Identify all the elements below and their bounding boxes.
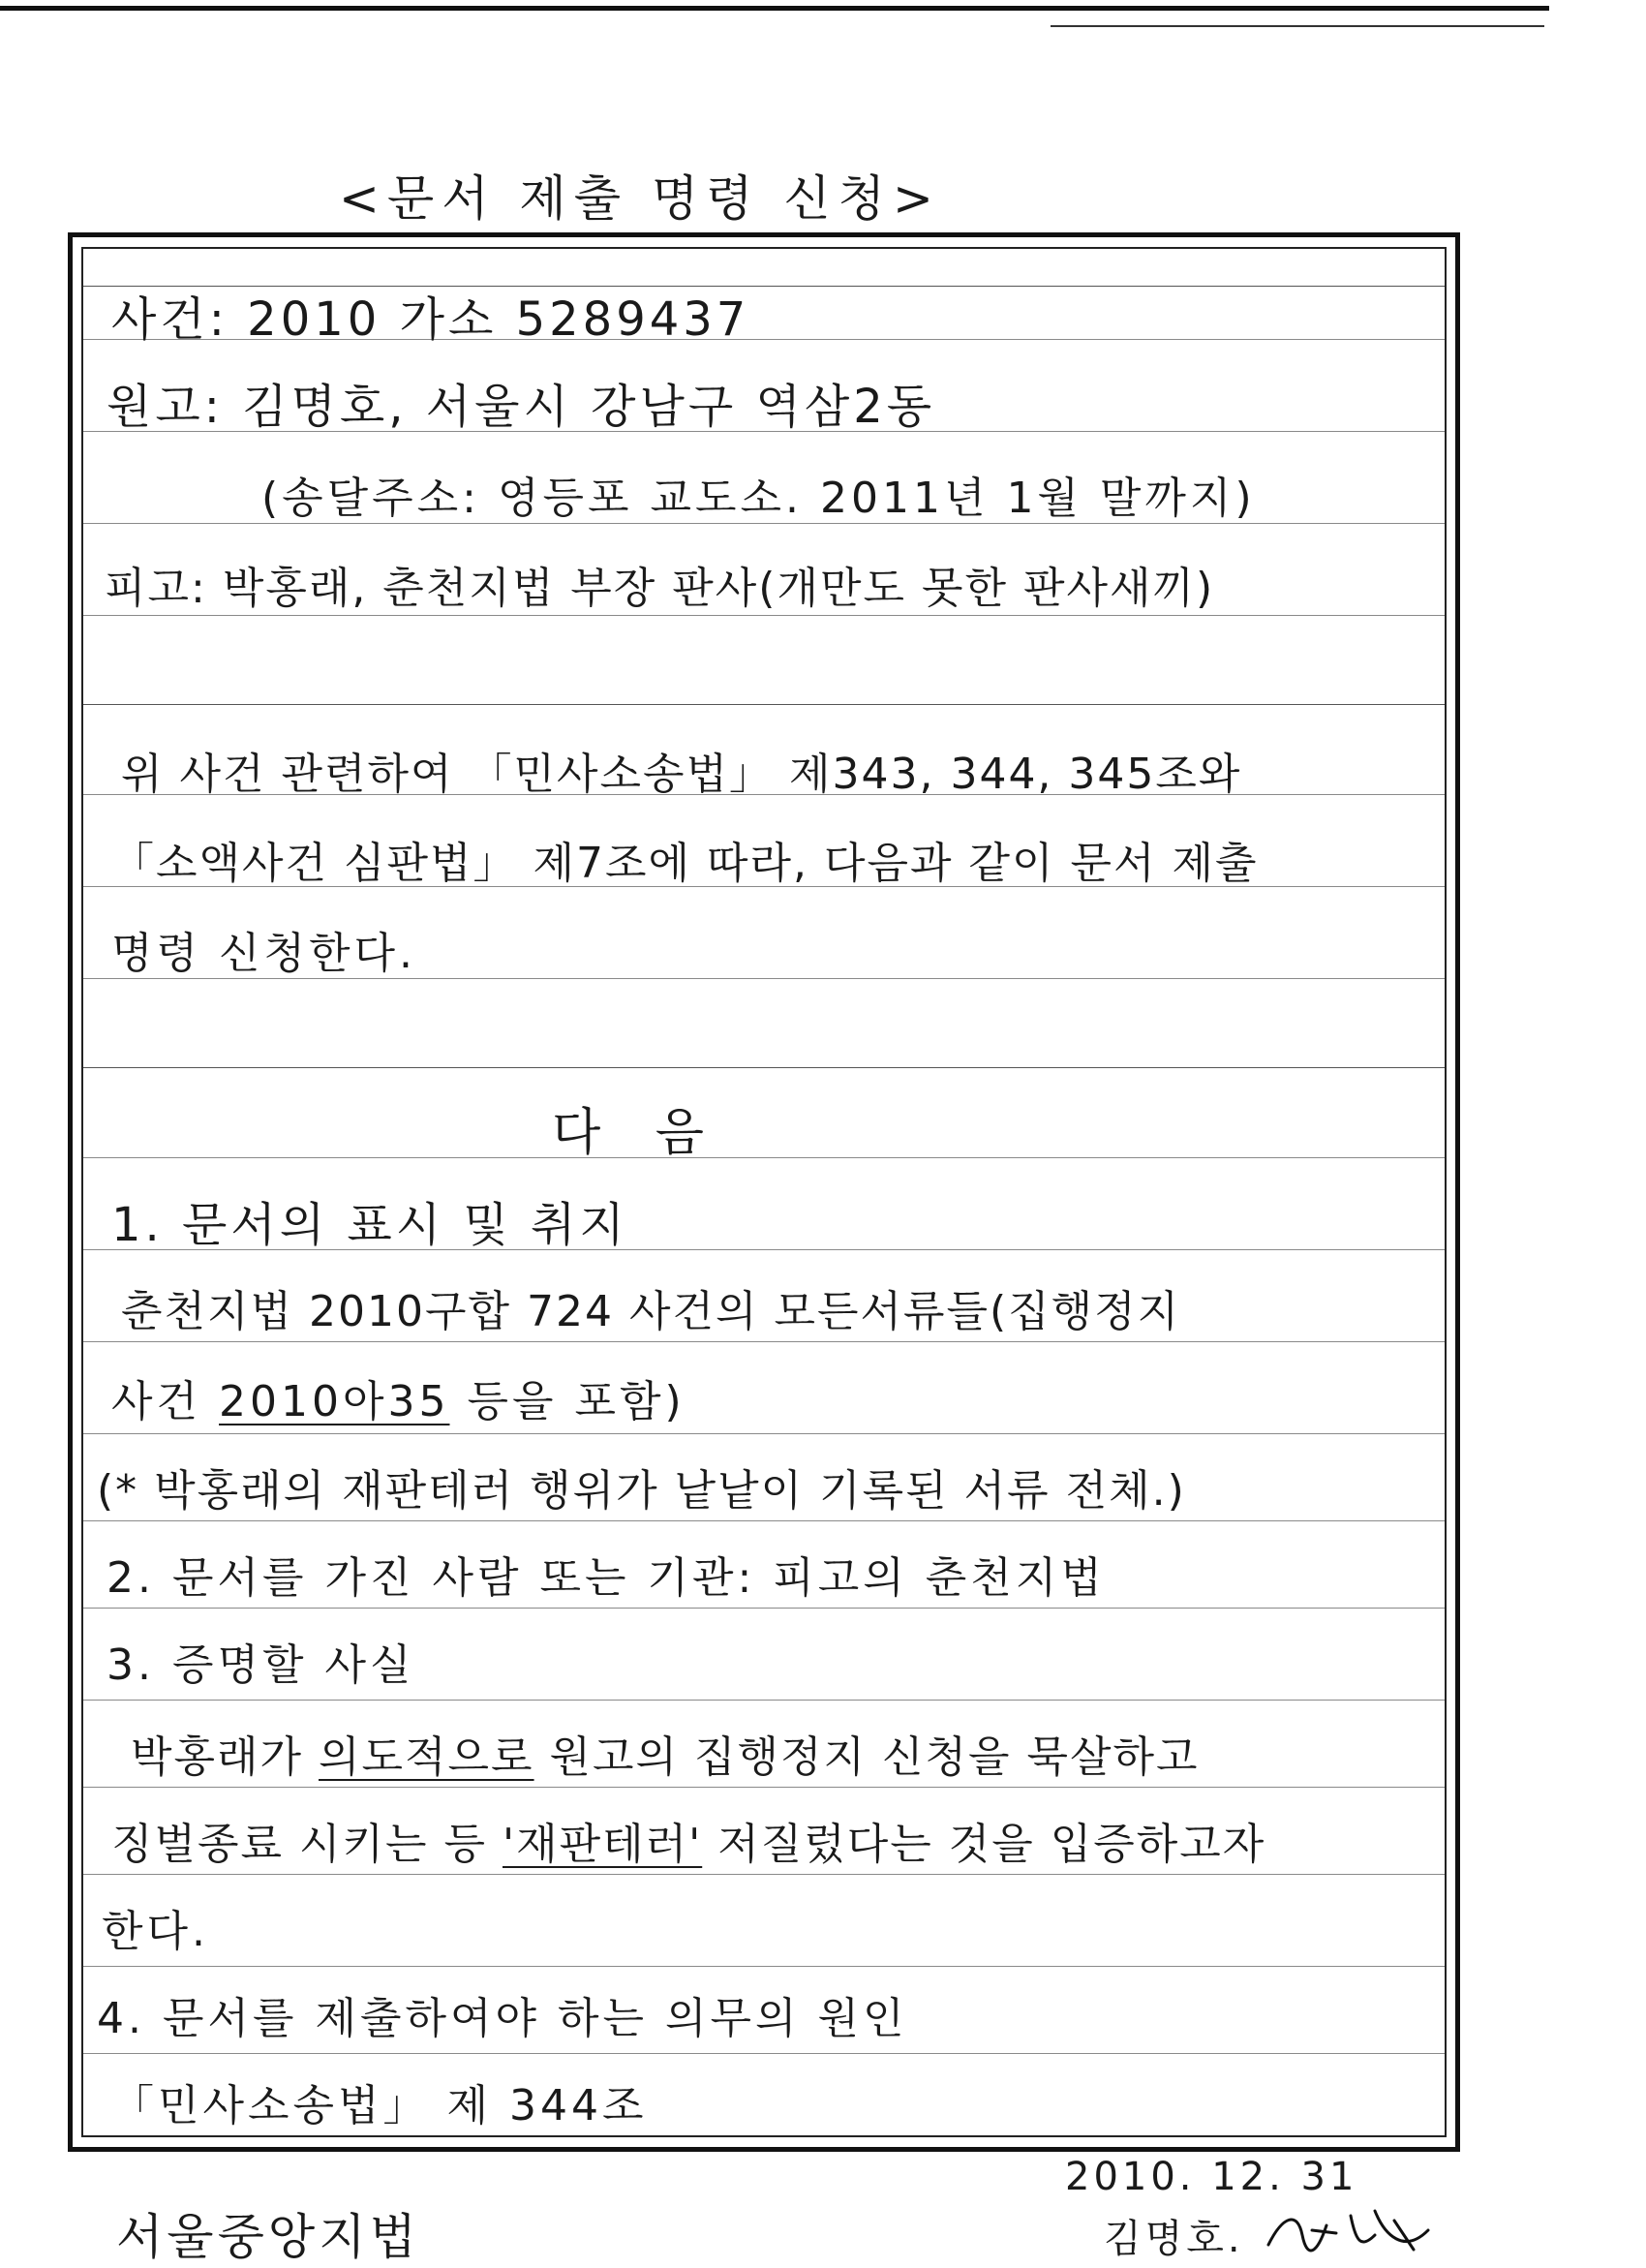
- ruled-line: [83, 1608, 1445, 1609]
- ruled-line: [83, 286, 1445, 287]
- intentionally-underlined: 의도적으로: [319, 1732, 534, 1782]
- ruled-line: [83, 704, 1445, 705]
- ruled-line: [83, 1787, 1445, 1788]
- item-1-line-1: 춘천지법 2010구합 724 사건의 모든서류들(집행정지: [121, 1287, 1181, 1336]
- item-3-line-1: [131, 1729, 1200, 1787]
- item-1-line-2-prefix: 사건: [111, 1377, 219, 1426]
- ruled-line: [83, 1341, 1445, 1342]
- item-3-line-3: 한다.: [102, 1907, 209, 1956]
- item-4-line-1: 「민사소송법」 제 344조: [111, 2081, 648, 2130]
- case-number: 사건: 2010 가소 5289437: [111, 292, 750, 347]
- court-name: 서울중앙지법: [116, 2209, 420, 2265]
- item-3-line-1-prefix: 박홍래가: [131, 1732, 320, 1782]
- case-number-underlined: 2010아35: [219, 1377, 450, 1426]
- ruled-line: [83, 1520, 1445, 1521]
- intro-line-3: 명령 신청한다.: [111, 929, 416, 978]
- signature-mark: [1259, 2196, 1452, 2264]
- ruled-line: [83, 1966, 1445, 1967]
- item-3-line-2-suffix: 저질렀다는 것을 입증하고자: [702, 1820, 1266, 1869]
- ruled-line: [83, 1157, 1445, 1158]
- signer-name: 김명호.: [1104, 2217, 1244, 2261]
- item-4-heading: 4. 문서를 제출하여야 하는 의무의 원인: [97, 1994, 908, 2043]
- top-border-rule: [0, 6, 1549, 11]
- item-1-heading: 1. 문서의 표시 및 취지: [111, 1198, 628, 1252]
- ruled-line: [83, 1067, 1445, 1068]
- plaintiff-line: 원고: 김명호, 서울시 강남구 역삼2동: [107, 380, 936, 434]
- item-1-line-2-suffix: 등을 포함): [449, 1377, 686, 1426]
- top-border-rule-secondary: [1051, 25, 1544, 27]
- item-1-note: (* 박홍래의 재판테러 행위가 낱낱이 기록된 서류 전체.): [97, 1466, 1186, 1516]
- ruled-line: [83, 1700, 1445, 1701]
- service-address: (송달주소: 영등포 교도소. 2011년 1월 말까지): [261, 474, 1256, 523]
- item-1-line-2: [111, 1373, 686, 1431]
- defendant-line: 피고: 박홍래, 춘천지법 부장 판사(개만도 못한 판사새끼): [105, 564, 1215, 613]
- item-2-line: 2. 문서를 가진 사람 또는 기관: 피고의 춘천지법: [107, 1553, 1106, 1603]
- item-3-line-1-suffix: 원고의 집행정지 신청을 묵살하고: [533, 1732, 1200, 1782]
- intro-line-1: 위 사건 관련하여 「민사소송법」 제343, 344, 345조와: [121, 750, 1242, 799]
- document-date: 2010. 12. 31: [1065, 2155, 1358, 2199]
- item-3-line-2: [111, 1816, 1265, 1874]
- trial-terror-underlined: '재판테러': [503, 1820, 703, 1869]
- document-title: <문서 제출 명령 신청>: [339, 170, 941, 227]
- ruled-line: [83, 1874, 1445, 1875]
- ruled-line: [83, 2053, 1445, 2054]
- intro-line-2: 「소액사건 심판법」 제7조에 따라, 다음과 같이 문서 제출: [111, 839, 1259, 888]
- item-3-heading: 3. 증명할 사실: [107, 1640, 415, 1690]
- next-heading: 다 음: [552, 1104, 723, 1162]
- item-3-line-2-prefix: 징벌종료 시키는 등: [111, 1820, 503, 1869]
- ruled-line: [83, 1433, 1445, 1434]
